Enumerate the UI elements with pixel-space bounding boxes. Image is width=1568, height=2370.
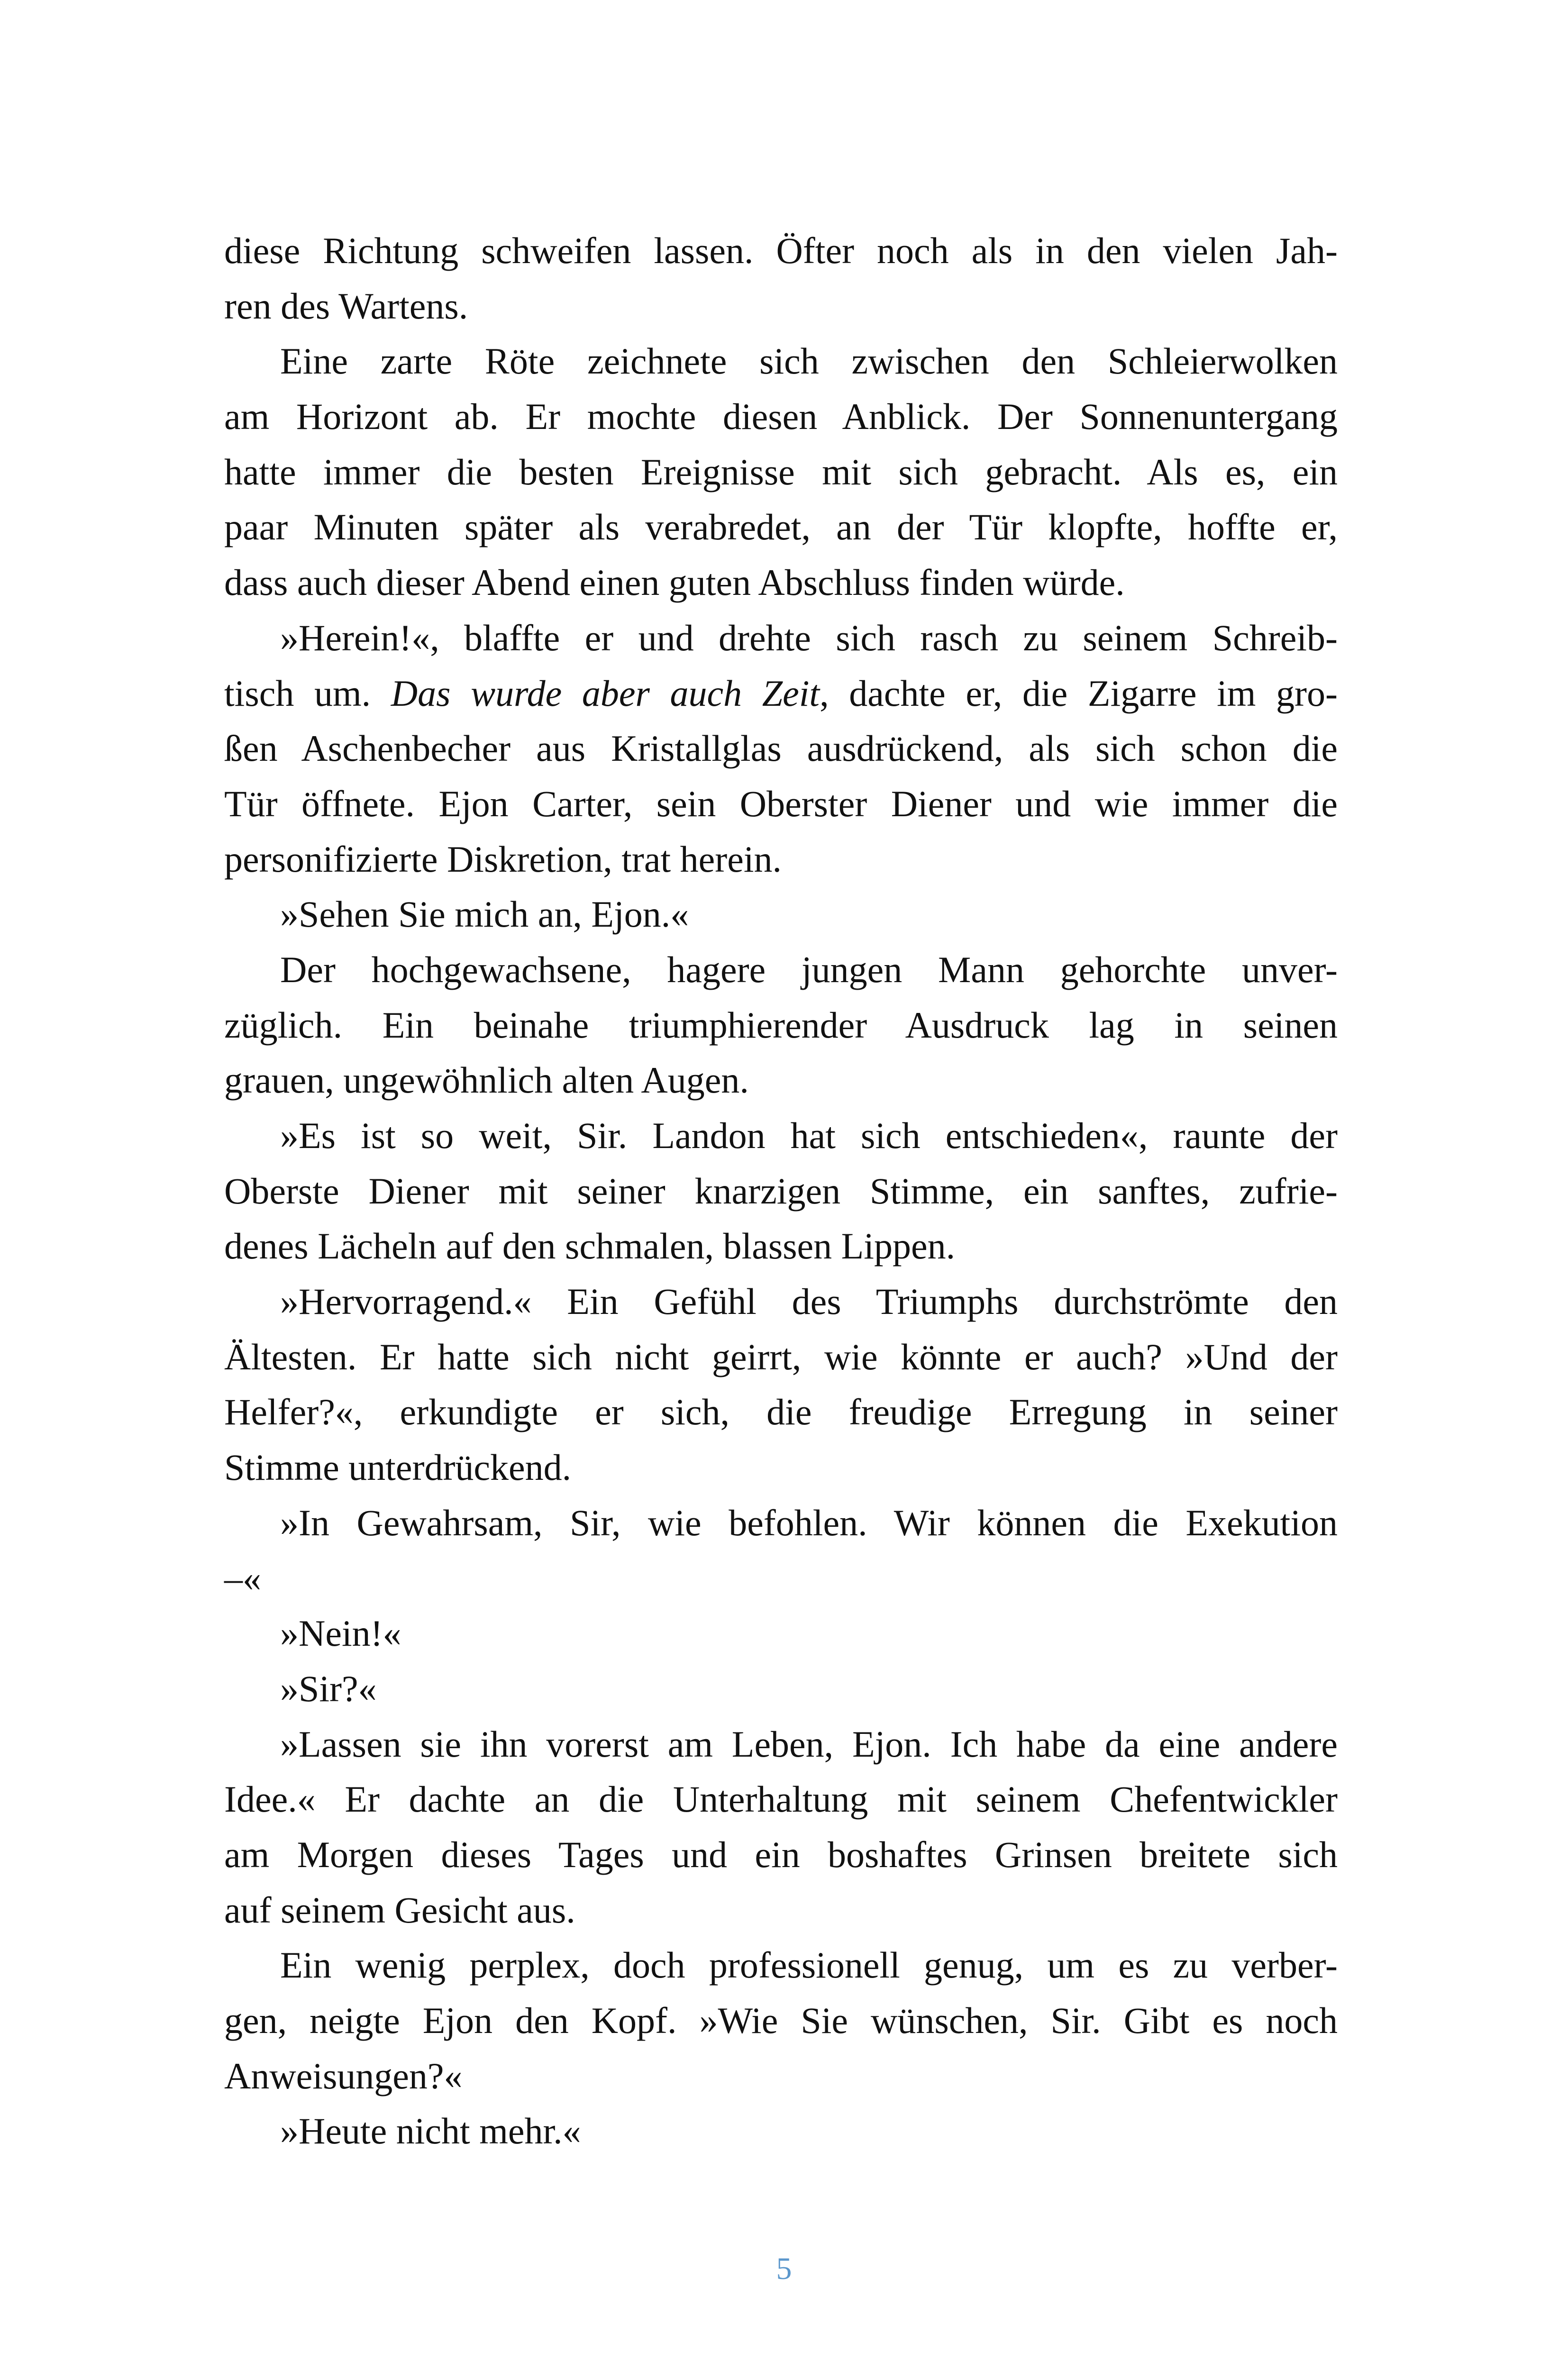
text-line: »Nein!«: [280, 1613, 401, 1654]
text-line: personifizierte Diskretion, trat herein.: [224, 838, 782, 880]
text-line: Helfer?«, erkundigte er sich, die freudige Erregung in seiner: [224, 1391, 1338, 1433]
text-line: Idee.« Er dachte an die Unterhaltung mit seinem Chefentwickler: [224, 1778, 1338, 1820]
text-segment: , dachte er, die Zigarre im gro-: [820, 672, 1338, 714]
text-line: ren des Wartens.: [224, 285, 468, 327]
paragraph: [224, 942, 1338, 1108]
text-line: gen, neigte Ejon den Kopf. »Wie Sie wünschen, Sir. Gibt es noch: [224, 2000, 1338, 2041]
paragraph: [224, 1495, 1338, 1606]
paragraph: [224, 334, 1338, 610]
italic-thought: Das wurde aber auch Zeit: [391, 672, 820, 714]
text-line: züglich. Ein beinahe triumphierender Ausdruck lag in seinen: [224, 1004, 1338, 1046]
paragraph: [224, 1661, 1338, 1717]
page-number: 5: [776, 2252, 792, 2287]
text-line: Ältesten. Er hatte sich nicht geirrt, wie könnte er auch? »Und der: [224, 1336, 1338, 1377]
text-line: Anweisungen?«: [224, 2055, 463, 2097]
text-line: –«: [224, 1557, 261, 1599]
text-line: grauen, ungewöhnlich alten Augen.: [224, 1059, 749, 1101]
text-line: »Sir?«: [280, 1668, 377, 1709]
text-line: am Morgen dieses Tages und ein boshaftes Grinsen breitete sich: [224, 1833, 1338, 1875]
text-line: »Lassen sie ihn vorerst am Leben, Ejon. Ich habe da eine andere: [280, 1723, 1338, 1765]
body-text: [224, 0, 1338, 2159]
text-line: »In Gewahrsam, Sir, wie befohlen. Wir können die Exekution: [280, 1502, 1338, 1543]
text-line: »Es ist so weit, Sir. Landon hat sich entschieden«, raunte der: [280, 1115, 1338, 1156]
text-line: denes Lächeln auf den schmalen, blassen Lippen.: [224, 1225, 956, 1267]
text-line: [224, 666, 1338, 721]
paragraph: [224, 1274, 1338, 1495]
text-line: paar Minuten später als verabredet, an der Tür klopfte, hoffte er,: [224, 506, 1338, 548]
paragraph: [224, 1938, 1338, 2104]
text-line: »Heute nicht mehr.«: [280, 2110, 581, 2152]
text-line: Tür öffnete. Ejon Carter, sein Oberster Diener und wie immer die: [224, 783, 1338, 824]
paragraph: [224, 1717, 1338, 1938]
text-line: Der hochgewachsene, hagere jungen Mann gehorchte unver-: [280, 948, 1338, 990]
paragraph: [224, 1606, 1338, 1661]
text-line: diese Richtung schweifen lassen. Öfter noch als in den vielen Jah-: [224, 230, 1338, 271]
text-line: Oberste Diener mit seiner knarzigen Stimme, ein sanftes, zufrie-: [224, 1170, 1338, 1212]
text-segment: tisch um.: [224, 672, 391, 714]
text-line: Stimme unterdrückend.: [224, 1447, 572, 1488]
paragraph: [224, 223, 1338, 334]
text-line: dass auch dieser Abend einen guten Abschluss finden würde.: [224, 562, 1125, 603]
text-line: »Herein!«, blaffte er und drehte sich rasch zu seinem Schreib-: [280, 617, 1338, 658]
text-line: »Hervorragend.« Ein Gefühl des Triumphs durchströmte den: [280, 1281, 1338, 1322]
text-line: am Horizont ab. Er mochte diesen Anblick. Der Sonnenuntergang: [224, 396, 1338, 438]
paragraph: [224, 611, 1338, 887]
text-line: auf seinem Gesicht aus.: [224, 1889, 575, 1931]
text-line: »Sehen Sie mich an, Ejon.«: [280, 893, 689, 935]
text-line: hatte immer die besten Ereignisse mit sich gebracht. Als es, ein: [224, 451, 1338, 492]
text-line: ßen Aschenbecher aus Kristallglas ausdrückend, als sich schon die: [224, 728, 1338, 769]
paragraph: [224, 1108, 1338, 1274]
paragraph: [224, 887, 1338, 942]
text-line: Ein wenig perplex, doch professionell genug, um es zu verber-: [280, 1944, 1338, 1986]
paragraph: [224, 2104, 1338, 2159]
text-line: Eine zarte Röte zeichnete sich zwischen den Schleierwolken: [280, 340, 1338, 382]
